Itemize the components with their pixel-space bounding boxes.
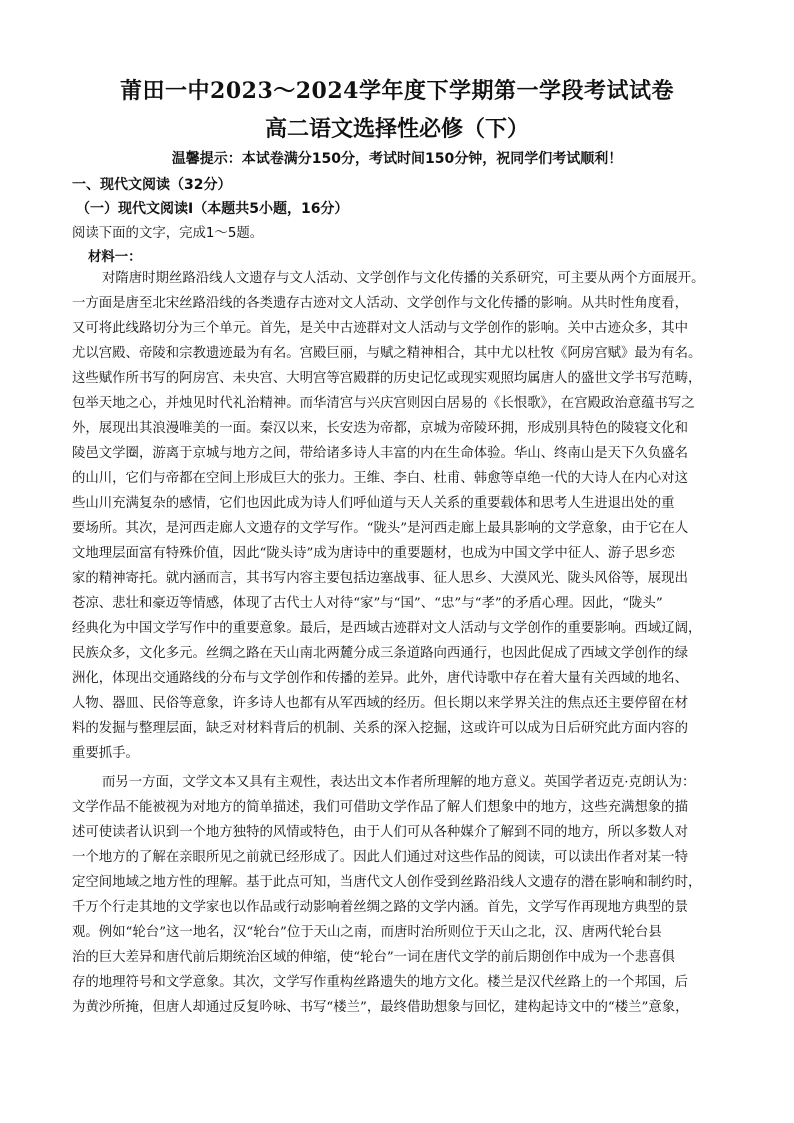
passage-line: 人物、器皿、民俗等意象，许多诗人也都有从军西域的经历。但长期以来学界关注的焦点还主要停留在材 — [72, 696, 688, 711]
passage-line: 述可使读者认识到一个地方独特的风情或特色，由于人们可从各种媒介了解到不同的地方，所以多数人对 — [72, 825, 688, 840]
passage-line: 治的巨大差异和唐代前后期统治区域的伸缩，使“轮台”一词在唐代文学的前后期创作中成为一个悲喜俱 — [72, 950, 675, 965]
passage-line: 存的地理符号和文学意象。其次，文学写作重构丝路遗失的地方文化。楼兰是汉代丝路上的一个邦国，后 — [72, 975, 688, 990]
passage-line: 一个地方的了解在亲眼所见之前就已经形成了。因此人们通过对这些作品的阅读，可以读出作者对某一特 — [72, 850, 688, 865]
section-heading: 一、现代文阅读（32分） — [72, 177, 232, 193]
passage-line: 观。例如“轮台”这一地名，汉“轮台”位于天山之南，而唐时治所则位于天山之北，汉、唐两代轮台县 — [72, 925, 662, 940]
passage-line: 又可将此线路切分为三个单元。首先，是关中古迹群对文人活动与文学创作的影响。关中古迹众多，其中 — [72, 321, 688, 336]
passage-line: 民族众多，文化多元。丝绸之路在天山南北两麓分成三条道路向西通行，也因此促成了西域文学创作的绿 — [72, 646, 688, 661]
passage-line: 要场所。其次，是河西走廊人文遗存的文学写作。“陇头”是河西走廊上最具影响的文学意象，由于它在人 — [72, 521, 689, 536]
passage-line: 陵邑文学圈，游离于京城与地方之间，带给诸多诗人丰富的内在生命体验。华山、终南山是天下久负盛名 — [72, 446, 688, 461]
passage-line: 包举天地之心，并烛见时代礼治精神。而华清宫与兴庆宫则因白居易的《长恨歌》，在宫殿政治意蕴书写之 — [72, 396, 695, 411]
passage-line: 这些赋作所书写的阿房宫、未央宫、大明宫等宫殿群的历史记忆或现实观照均属唐人的盛世文学书写范畴， — [72, 371, 702, 386]
passage-line: 一方面是唐至北宋丝路沿线的各类遗存古迹对文人活动、文学创作与文化传播的影响。从共时性角度看， — [72, 296, 688, 311]
reading-instruction: 阅读下面的文字，完成1～5题。 — [72, 226, 264, 241]
passage-line: 经典化为中国文学写作中的重要意象。最后，是西域古迹群对文人活动与文学创作的重要影响。西域辽阔， — [72, 621, 702, 636]
exam-tip: 温馨提示：本试卷满分150分，考试时间150分钟，祝同学们考试顺利！ — [171, 151, 623, 167]
passage-line: 洲化，体现出交通路线的分布与文学创作和传播的差异。此外，唐代诗歌中存在着大量有关西域的地名、 — [72, 671, 688, 686]
passage-line: 文学作品不能被视为对地方的简单描述，我们可借助文学作品了解人们想象中的地方，这些充满想象的描 — [72, 800, 688, 815]
passage-line: 为黄沙所掩，但唐人却通过反复吟咏、书写“楼兰”，最终借助想象与回忆，建构起诗文中的“楼兰”意象， — [72, 1000, 689, 1015]
exam-title: 莆田一中2023～2024学年度下学期第一学段考试试卷 — [120, 78, 674, 104]
passage-line: 对隋唐时期丝路沿线人文遗存与文人活动、文学创作与文化传播的关系研究，可主要从两个方面展开。 — [102, 271, 705, 286]
passage-line: 料的发掘与整理层面，缺乏对材料背后的机制、关系的深入挖掘，这或许可以成为日后研究此方面内容的 — [72, 721, 688, 736]
passage-line: 定空间地域之地方性的理解。基于此点可知，当唐代文人创作受到丝路沿线人文遗存的潜在影响和制约时， — [72, 875, 702, 890]
passage-line: 重要抓手。 — [72, 746, 139, 761]
passage-line: 些山川充满复杂的感情，它们也因此成为诗人们呼仙道与天人关系的重要载体和思考人生进退出处的重 — [72, 496, 675, 511]
exam-subtitle: 高二语文选择性必修（下） — [264, 116, 529, 142]
passage-line: 苍凉、悲壮和豪迈等情感，体现了古代士人对待“家”与“国”、“忠”与“孝”的矛盾心理。因此，“陇头” — [72, 596, 663, 611]
passage-line: 外，展现出其浪漫唯美的一面。秦汉以来，长安迭为帝都，京城为帝陵环拥，形成别具特色的陵寝文化和 — [72, 421, 688, 436]
passage-line: 文地理层面富有特殊价值，因此“陇头诗”成为唐诗中的重要题材，也成为中国文学中征人、游子思乡恋 — [72, 546, 675, 561]
passage-line: 而另一方面，文学文本又具有主观性，表达出文本作者所理解的地方意义。英国学者迈克·克朗认为： — [102, 775, 696, 790]
passage-line: 尤以宫殿、帝陵和宗教遗迹最为有名。宫殿巨丽，与赋之精神相合，其中尤以杜牧《阿房宫赋》最为有名。 — [72, 346, 702, 361]
subsection-heading: （一）现代文阅读Ⅰ（本题共5小题，16分） — [76, 201, 349, 217]
passage-line: 的山川，它们与帝都在空间上形成巨大的张力。王维、李白、杜甫、韩愈等卓绝一代的大诗人在内心对这 — [72, 471, 688, 486]
material-label: 材料一： — [88, 250, 142, 265]
passage-line: 千万个行走其地的文学家也以作品或行动影响着丝绸之路的文学内涵。首先，文学写作再现地方典型的景 — [72, 900, 688, 915]
passage-line: 家的精神寄托。就内涵而言，其书写内容主要包括边塞战事、征人思乡、大漠风光、陇头风俗等，展现出 — [72, 571, 688, 586]
